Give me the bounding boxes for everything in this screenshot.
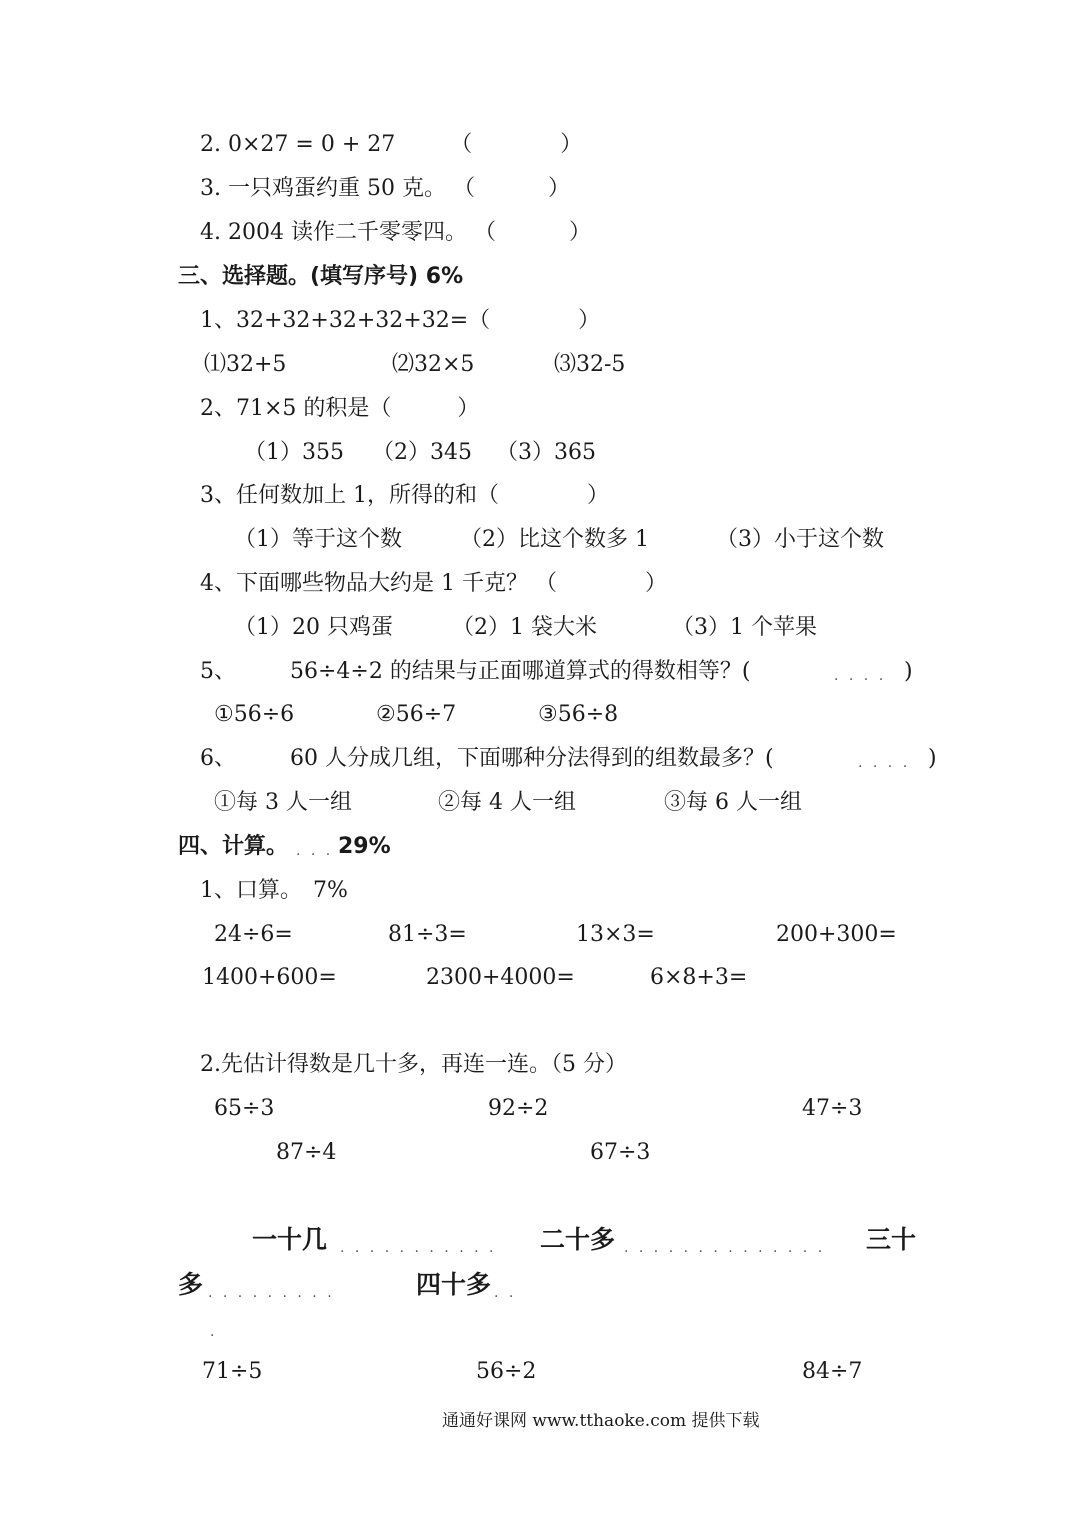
judge-item-2: 2. 0×27 = 0 + 27 （ ） <box>200 132 583 157</box>
choice-q3-option-1: （1）等于这个数 <box>234 527 402 552</box>
stray-dot: . <box>210 1324 218 1340</box>
choice-q5-option-2: ②56÷7 <box>376 702 457 727</box>
choice-q4-option-3: （3）1 个苹果 <box>672 615 817 640</box>
choice-q3-stem: 3、任何数加上 1，所得的和（ ） <box>200 483 609 508</box>
estimate-expression: 84÷7 <box>802 1359 863 1384</box>
choice-q4-option-2: （2）1 袋大米 <box>452 615 597 640</box>
estimate-expression: 87÷4 <box>276 1140 337 1165</box>
dotted-leader: . . . . . . . . . . . <box>340 1240 497 1256</box>
choice-q2-stem: 2、71×5 的积是（ ） <box>200 396 480 421</box>
estimate-expression: 56÷2 <box>476 1359 537 1384</box>
oral-problem: 24÷6= <box>214 922 293 947</box>
choice-q6-stem: 60 人分成几组，下面哪种分法得到的组数最多？( <box>290 746 774 771</box>
choice-q5-close-paren: ) <box>904 659 913 684</box>
choice-q2-option-2: （2）345 <box>372 440 472 465</box>
category-label: 三十 <box>866 1225 917 1254</box>
choice-q3-option-3: （3）小于这个数 <box>716 527 884 552</box>
oral-problem: 200+300= <box>776 922 897 947</box>
choice-q6-option-3: ③每 6 人一组 <box>664 790 802 815</box>
estimate-expression: 65÷3 <box>214 1096 275 1121</box>
judge-item-4: 4. 2004 读作二千零零四。 （ ） <box>200 220 591 245</box>
choice-q5-option-3: ③56÷8 <box>538 702 619 727</box>
section-calc-heading: 四、计算。 <box>178 834 289 859</box>
dotted-leader: . . <box>494 1285 517 1301</box>
choice-q5-number: 5、 <box>200 659 236 684</box>
dotted-leader: . . . <box>296 843 334 859</box>
estimate-expression: 47÷3 <box>802 1096 863 1121</box>
category-label: 四十多 <box>416 1270 492 1299</box>
choice-q5-option-1: ①56÷6 <box>214 702 295 727</box>
oral-problem: 6×8+3= <box>650 965 748 990</box>
oral-problem: 13×3= <box>576 922 655 947</box>
dotted-leader: . . . . . . . . . <box>208 1285 335 1301</box>
choice-q1-option-2: ⑵32×5 <box>392 352 475 377</box>
oral-calc-title: 1、口算。 7% <box>200 878 348 903</box>
oral-problem: 1400+600= <box>202 965 337 990</box>
dotted-blank: . . . . <box>834 668 887 684</box>
choice-q4-option-1: （1）20 只鸡蛋 <box>234 615 393 640</box>
footer-credit: 通通好课网 www.tthaoke.com 提供下载 <box>442 1411 760 1431</box>
dotted-leader: . . . . . . . . . . . . . . <box>624 1240 826 1256</box>
category-label: 二十多 <box>540 1225 616 1254</box>
estimate-expression: 67÷3 <box>590 1140 651 1165</box>
choice-q1-stem: 1、32+32+32+32+32=（ ） <box>200 308 601 333</box>
section-calc-percent: 29% <box>338 834 391 859</box>
judge-item-3: 3. 一只鸡蛋约重 50 克。 （ ） <box>200 176 570 201</box>
choice-q1-option-3: ⑶32-5 <box>554 352 626 377</box>
category-label: 多 <box>178 1270 204 1299</box>
choice-q6-number: 6、 <box>200 746 236 771</box>
estimate-expression: 71÷5 <box>202 1359 263 1384</box>
choice-q5-stem: 56÷4÷2 的结果与正面哪道算式的得数相等？( <box>290 659 751 684</box>
choice-q3-option-2: （2）比这个数多 1 <box>460 527 649 552</box>
choice-q6-option-2: ②每 4 人一组 <box>438 790 576 815</box>
oral-problem: 81÷3= <box>388 922 467 947</box>
choice-q6-close-paren: ) <box>928 746 937 771</box>
dotted-blank: . . . . <box>858 755 911 771</box>
estimate-expression: 92÷2 <box>488 1096 549 1121</box>
estimate-title: 2.先估计得数是几十多，再连一连。（5 分） <box>200 1052 627 1077</box>
choice-q2-option-1: （1）355 <box>244 440 344 465</box>
category-label: 一十几 <box>252 1225 328 1254</box>
choice-q4-stem: 4、下面哪些物品大约是 1 千克？ （ ） <box>200 571 667 596</box>
oral-problem: 2300+4000= <box>426 965 575 990</box>
choice-q2-option-3: （3）365 <box>496 440 596 465</box>
choice-q1-option-1: ⑴32+5 <box>204 352 287 377</box>
choice-q6-option-1: ①每 3 人一组 <box>214 790 352 815</box>
section-choice-heading: 三、选择题。(填写序号) 6% <box>178 264 464 289</box>
